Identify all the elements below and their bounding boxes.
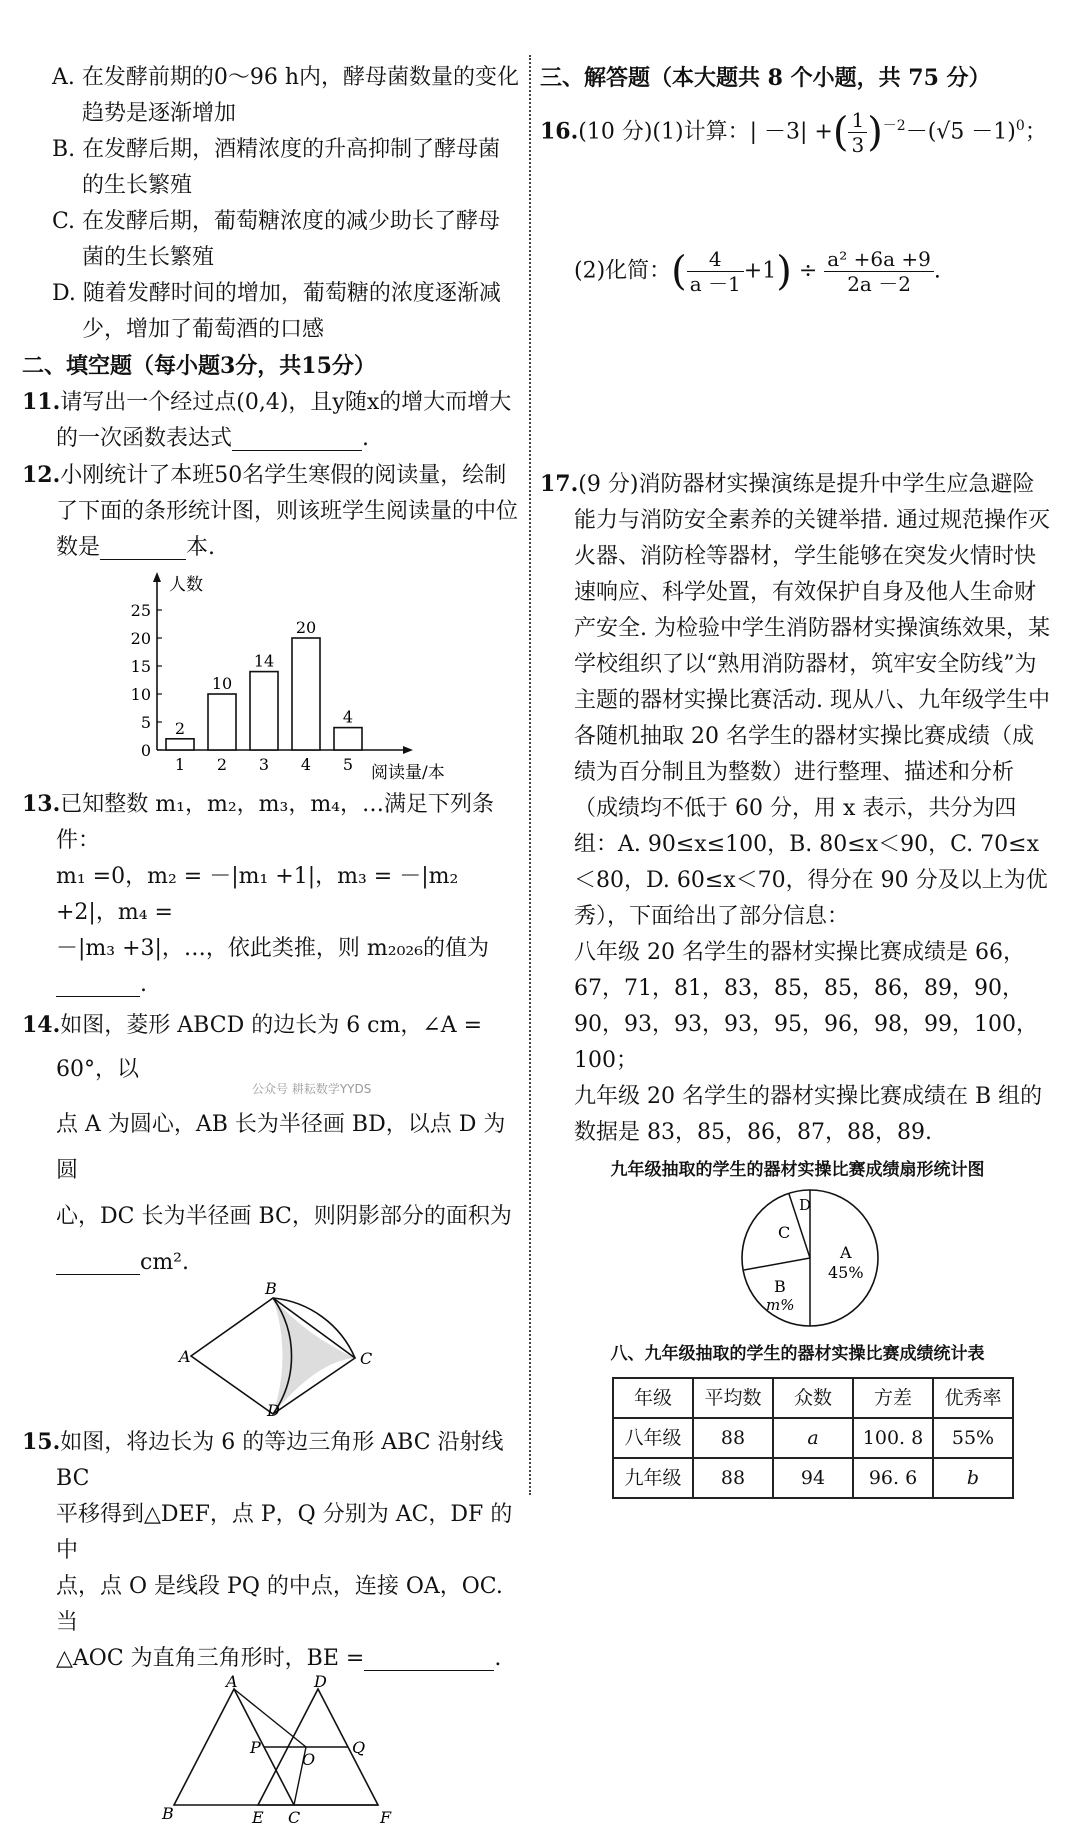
label-f: F	[380, 1808, 392, 1827]
frac2-denominator: a －1	[689, 271, 741, 296]
q16-fraction-2	[687, 247, 744, 296]
q12-answer-blank[interactable]	[100, 533, 186, 560]
section-3-title: 三、解答题（本大题共 8 个小题，共 75 分）	[540, 65, 991, 91]
q14-line3: 心，DC 长为半径画 BC，则阴影部分的面积为	[56, 1204, 512, 1229]
pie-pct-b: m%	[766, 1295, 795, 1314]
label-d: D	[267, 1401, 280, 1420]
table-cell: 100. 8	[853, 1418, 933, 1458]
question-17	[540, 466, 1055, 935]
header-grade: 年级	[613, 1378, 693, 1418]
q16-plus: +1	[743, 258, 777, 284]
table-cell: 55%	[933, 1418, 1013, 1458]
q17-grade8-scores: 八年级 20 名学生的器材实操比赛成绩是 66，67，71，81，83，85，85，86，89，90，90，93，93，93，95，96，98，99，100，100；	[574, 939, 1038, 1073]
q13-line3: －|m₃ +3|，…，依此类推，则 m₂₀₂₆的值为	[56, 936, 490, 961]
table-row	[613, 1418, 1013, 1458]
bar-value-label: 2	[174, 718, 186, 738]
label-e: E	[252, 1808, 264, 1827]
q17-grade9-b-scores: 九年级 20 名学生的器材实操比赛成绩在 B 组的数据是 83，85，86，87，88，89.	[574, 1083, 1043, 1145]
y-tick-label: 5	[140, 713, 151, 732]
q16-exponent-2: 0	[1015, 118, 1025, 134]
q14-line1: 如图，菱形 ABCD 的边长为 6 cm，∠A = 60°，以	[56, 1013, 483, 1082]
q16-end: .	[933, 258, 941, 284]
segment-oa	[234, 1689, 306, 1747]
table-header-row	[613, 1378, 1013, 1418]
question-11	[22, 384, 522, 457]
question-13	[22, 786, 522, 1003]
header-mean: 平均数	[693, 1378, 773, 1418]
section-2-title: 二、填空题（每小题3分，共15分）	[22, 353, 376, 379]
y-tick-label: 25	[130, 601, 151, 620]
q16-fraction-1	[848, 108, 867, 157]
y-axis-label: 人数	[169, 575, 203, 595]
question-16-part2: (2)化简：( $\frac{4}{a -1}$ +1) ÷ $\frac{\text{a² +6a +9}}{2a -2}$ .	[574, 246, 941, 296]
option-b: B. 在发酵后期，酒精浓度的升高抑制了酵母菌的生长繁殖	[52, 137, 501, 198]
watermark-text: 公众号 耕耘数学YYDS	[252, 1082, 372, 1096]
q17-text: (9 分)消防器材实操演练是提升中学生应急避险能力与消防安全素养的关键举措. 通过规范操作灭火器、消防栓等器材，学生能够在突发火情时快速响应、科学处置，有效保护自身及他人生命财产安全. 为检验中学生消防器材实操演练效果，某学校组织了以“熟用消防器材，筑牢安全防线”为主题的器材实操比赛活动. 现从八、九年级学生中各随机抽取 20 名学生的器材实操比赛成绩（成绩为百分制且为整数）进行整理、描述和分析（成绩均不低于 60 分，用 x 表示，共分为四组：A. 90≤x≤100，B. 80≤x＜90，C. 70≤x＜80，D. 60≤x＜70，得分在 90 分及以上为优秀），下面给出了部分信息：	[574, 471, 1050, 929]
label-p: P	[250, 1738, 261, 1757]
bar-value-label: 4	[342, 707, 354, 727]
y-axis-arrow	[153, 572, 161, 582]
q11-number: 11.	[22, 389, 61, 415]
bar-4	[292, 638, 320, 750]
q13-tail: .	[140, 972, 147, 997]
rhombus-figure	[177, 1279, 397, 1420]
frac3-numerator: a² +6a +9	[824, 247, 934, 272]
q13-number: 13.	[22, 791, 61, 817]
q16-divide: ÷	[798, 258, 818, 284]
label-c: C	[360, 1349, 373, 1368]
label-o: O	[302, 1750, 316, 1769]
label-b: B	[162, 1804, 174, 1823]
table-cell: a	[773, 1418, 853, 1458]
label-a: A	[179, 1347, 191, 1366]
pie-label-d: D	[799, 1195, 812, 1214]
label-d: D	[314, 1672, 327, 1691]
pie-label-a: A	[840, 1242, 852, 1262]
question-15	[22, 1424, 522, 1677]
q14-line2: 点 A 为圆心，AB 长为半径画 BD，以点 D 为圆	[56, 1112, 506, 1183]
frac1-denominator: 3	[851, 132, 865, 157]
bar-value-label: 10	[211, 674, 233, 693]
right-column	[540, 60, 1055, 1499]
table-cell: 96. 6	[853, 1458, 933, 1498]
x-axis-arrow	[403, 746, 413, 754]
frac3-denominator: 2a －2	[847, 271, 911, 296]
q12-tail: 本.	[186, 535, 216, 560]
q17-number: 17.	[540, 470, 579, 497]
y-tick-label: 10	[130, 685, 151, 704]
pie-label-b: B	[774, 1276, 786, 1296]
q15-tail: .	[494, 1646, 502, 1671]
q15-line4: △AOC 为直角三角形时，BE =	[56, 1646, 365, 1671]
q15-line3: 点，点 O 是线段 PQ 的中点，连接 OA，OC. 当	[56, 1574, 503, 1635]
bar-3	[250, 672, 278, 750]
x-tick-label: 1	[174, 755, 186, 774]
pie-label-c: C	[778, 1222, 791, 1242]
q11-tail: .	[362, 426, 370, 451]
q15-answer-blank[interactable]	[364, 1644, 494, 1671]
bar-value-label: 14	[253, 651, 275, 671]
option-c: C. 在发酵后期，葡萄糖浓度的减少助长了酵母菌的生长繁殖	[52, 209, 501, 270]
x-tick-label: 2	[216, 755, 228, 774]
q13-answer-blank[interactable]	[56, 970, 140, 997]
label-q: Q	[352, 1738, 366, 1757]
triangles-figure	[152, 1672, 412, 1827]
reading-bar-chart	[107, 570, 445, 783]
table-cell: 88	[693, 1418, 773, 1458]
q14-unit: cm².	[140, 1250, 189, 1275]
table-cell: 八年级	[613, 1418, 693, 1458]
q15-line1: 如图，将边长为 6 的等边三角形 ABC 沿射线 BC	[56, 1430, 504, 1491]
label-c: C	[288, 1808, 301, 1827]
x-tick-label: 4	[300, 755, 312, 774]
label-b: B	[265, 1279, 277, 1298]
table-cell: b	[933, 1458, 1013, 1498]
q15-number: 15.	[22, 1429, 61, 1455]
label-a: A	[226, 1672, 238, 1691]
grade9-pie-chart	[540, 1183, 1055, 1333]
table-title: 八、九年级抽取的学生的器材实操比赛成绩统计表	[610, 1343, 985, 1364]
q14-continued	[22, 1102, 522, 1286]
table-row	[613, 1458, 1013, 1498]
x-tick-label: 5	[342, 755, 354, 774]
q16-part1c: ；	[1024, 119, 1047, 145]
left-column	[22, 60, 522, 1827]
q15-line2: 平移得到△DEF，点 P，Q 分别为 AC，DF 的中	[56, 1502, 513, 1563]
x-axis-label: 阅读量/本	[371, 763, 445, 783]
table-cell: 九年级	[613, 1458, 693, 1498]
q11-answer-blank[interactable]	[232, 424, 362, 451]
q16-part1b: －(√5 －1)	[905, 119, 1016, 145]
pie-pct-a: 45%	[828, 1262, 864, 1282]
table-cell: 88	[693, 1458, 773, 1498]
header-excellence-rate: 优秀率	[933, 1378, 1013, 1418]
q16-part2: (2)化简：	[574, 258, 672, 284]
y-tick-label: 0	[140, 741, 151, 760]
question-14	[22, 1003, 522, 1092]
table-cell: 94	[773, 1458, 853, 1498]
q16-exponent-1: －2	[882, 118, 906, 134]
q16-part1: (10 分)(1)计算：| －3| +	[578, 119, 833, 145]
q14-number: 14.	[22, 1012, 61, 1038]
shaded-region	[273, 1298, 355, 1414]
y-tick-label: 15	[130, 657, 151, 676]
q14-answer-blank[interactable]	[56, 1248, 140, 1275]
q13-line1: 已知整数 m₁，m₂，m₃，m₄，…满足下列条件：	[56, 792, 494, 853]
bar-2	[208, 694, 236, 750]
q12-number: 12.	[22, 462, 61, 488]
y-tick-label: 20	[130, 629, 151, 648]
pie-chart-title: 九年级抽取的学生的器材实操比赛成绩扇形统计图	[610, 1159, 985, 1180]
q12-text: 小刚统计了本班50名学生寒假的阅读量，绘制了下面的条形统计图，则该班学生阅读量的中位数是	[56, 463, 519, 560]
bar-1	[166, 739, 194, 750]
column-divider	[529, 55, 531, 1495]
question-16-part1: 16.(10 分)(1)计算：| －3| +( $\frac{1}{3}$ )$^{-2}-(√5 -1)^0$；	[540, 107, 1047, 157]
header-mode: 众数	[773, 1378, 853, 1418]
bar-5	[334, 728, 362, 750]
bar-value-label: 20	[295, 618, 317, 637]
q11-text: 请写出一个经过点(0,4)，且y随x的增大而增大的一次函数表达式	[56, 390, 512, 451]
header-variance: 方差	[853, 1378, 933, 1418]
q13-line2: m₁ =0，m₂ = －|m₁ +1|，m₃ = －|m₂ +2|，m₄ =	[56, 864, 459, 925]
x-tick-label: 3	[258, 755, 270, 774]
question-12	[22, 457, 522, 566]
q16-fraction-3	[824, 247, 934, 296]
q16-number: 16.	[540, 118, 579, 145]
option-d: D. 随着发酵时间的增加，葡萄糖的浓度逐渐减少，增加了葡萄酒的口感	[52, 281, 501, 342]
frac2-numerator: 4	[687, 247, 744, 272]
option-a: A. 在发酵前期的0～96 h内，酵母菌数量的变化趋势是逐渐增加	[52, 65, 520, 126]
frac1-numerator: 1	[848, 108, 867, 133]
stats-table	[612, 1377, 1014, 1499]
